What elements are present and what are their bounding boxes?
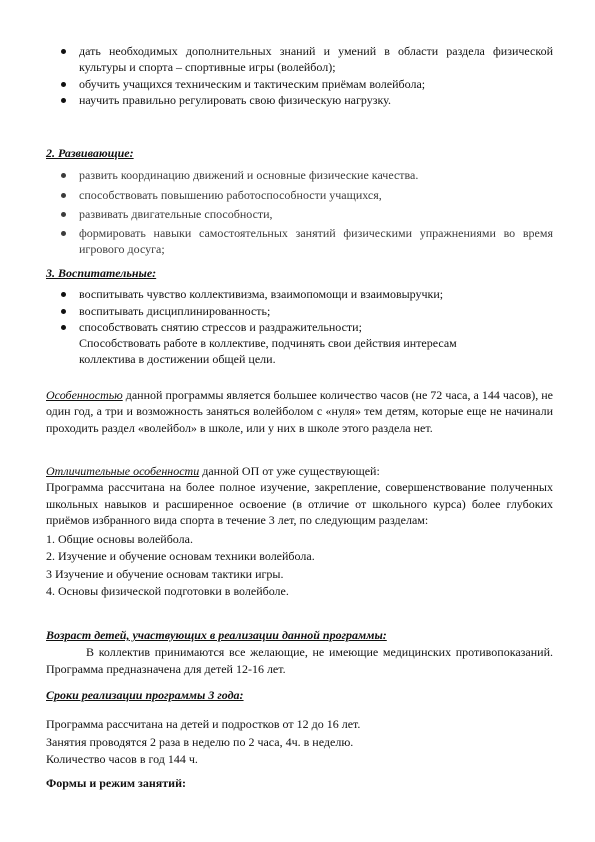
bullet-icon: [61, 173, 66, 178]
list-item: обучить учащихся техническим и тактическим приёмам волейбола;: [46, 76, 553, 92]
distinctive-label-tail: данной ОП от уже существующей:: [199, 464, 380, 478]
forms-section: [46, 775, 553, 791]
list-item: научить правильно регулировать свою физическую нагрузку.: [46, 92, 553, 108]
terms-section: [46, 687, 553, 767]
terms-line: Занятия проводятся 2 раза в неделю по 2 часа, 4ч. в неделю.: [46, 734, 354, 749]
list-item: способствовать снятию стрессов и раздражительности;: [46, 319, 553, 335]
list-item: формировать навыки самостоятельных занятий физическими упражнениями во время игрового досуга;: [46, 225, 553, 258]
list-item: воспитывать дисциплинированность;: [46, 303, 553, 319]
upbringing-continuation: Способствовать работе в коллективе, подчинять свои действия интересам: [79, 336, 457, 351]
list-item: воспитывать чувство коллективизма, взаимопомощи и взаимовыручки;: [46, 286, 553, 302]
bullet-icon: [61, 231, 66, 236]
terms-line: Количество часов в год 144 ч.: [46, 751, 198, 766]
list-item: дать необходимых дополнительных знаний и умений в области раздела физической культуры и спорта – спортивные игры (волейбол);: [46, 43, 553, 76]
distinctive-text: Программа рассчитана на более полное изучение, закрепление, совершенствование полученных школьных навыков и расширенное освоение (в отличие от школьного курса) более глубоких приёмов избранного вида спорта в течение 3 лет, по следующим разделам:: [46, 480, 553, 527]
list-item: 4. Основы физической подготовки в волейболе.: [46, 584, 289, 599]
bullet-icon: [61, 325, 66, 330]
feature-paragraph: [46, 387, 553, 436]
educational-tasks: [46, 43, 553, 108]
upbringing-continuation: коллектива в достижении общей цели.: [79, 352, 276, 367]
list-item: 3 Изучение и обучение основам тактики игры.: [46, 566, 284, 581]
section-heading: Формы и режим занятий:: [46, 776, 186, 790]
upbringing-list: [46, 286, 553, 335]
list-item: развить координацию движений и основные физические качества.: [46, 167, 553, 183]
section-heading: 2. Развивающие:: [46, 146, 134, 160]
terms-line: Программа рассчитана на детей и подростков от 12 до 16 лет.: [46, 717, 361, 732]
bullet-icon: [61, 82, 66, 87]
feature-text: данной программы является большее количество часов (не 72 часа, а 144 часов), не один год, а три и возможность заняться волейболом с «нуля» тем детям, которые еще не начинали проходить раздел «волейбол» в школе, или у них в школе этого раздела нет.: [46, 388, 553, 435]
bullet-icon: [61, 212, 66, 217]
section-heading: 3. Воспитательные:: [46, 266, 157, 280]
list-item: 2. Изучение и обучение основам техники волейбола.: [46, 549, 315, 564]
section-heading: Возраст детей, участвующих в реализации данной программы:: [46, 628, 387, 642]
distinctive-label: Отличительные особенности: [46, 464, 200, 478]
bullet-icon: [61, 292, 66, 297]
developing-section: [46, 145, 553, 258]
bullet-icon: [61, 309, 66, 314]
educational-list: [46, 43, 553, 108]
developing-list: [46, 167, 553, 257]
distinctive-section: [46, 463, 553, 599]
upbringing-section: [46, 265, 553, 368]
list-item: способствовать повышению работоспособности учащихся,: [46, 187, 553, 203]
age-text: В коллектив принимаются все желающие, не имеющие медицинских противопоказаний. Программа предназначена для детей 12-16 лет.: [46, 645, 553, 676]
section-heading: Сроки реализации программы 3 года:: [46, 688, 244, 702]
bullet-icon: [61, 193, 66, 198]
bullet-icon: [61, 98, 66, 103]
age-section: [46, 627, 553, 677]
list-item: развивать двигательные способности,: [46, 206, 553, 222]
feature-label: Особенностью: [46, 388, 123, 402]
list-item: 1. Общие основы волейбола.: [46, 532, 193, 547]
bullet-icon: [61, 49, 66, 54]
